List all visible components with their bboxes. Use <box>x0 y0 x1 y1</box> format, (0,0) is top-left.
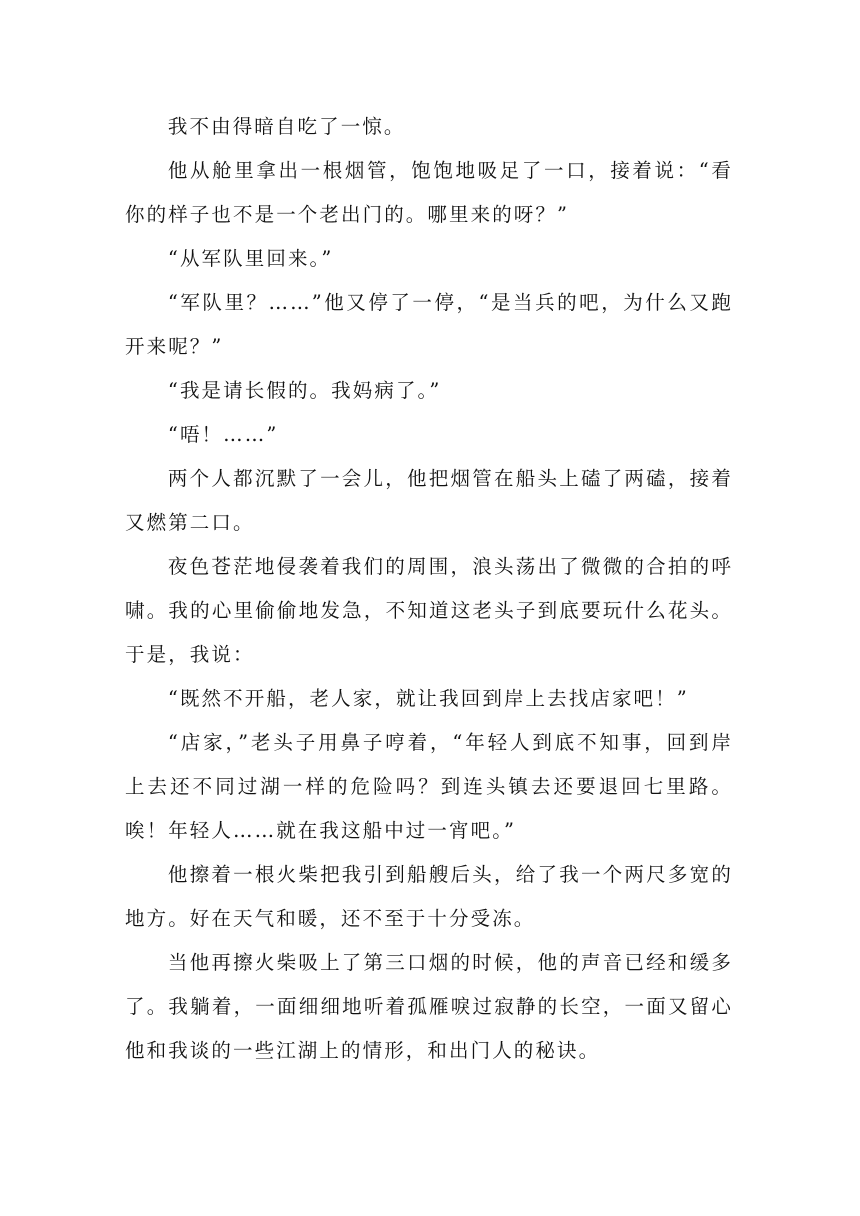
paragraph-5: “我是请长假的。我妈病了。” <box>167 379 442 402</box>
paragraph-7: 两个人都沉默了一会儿，他把烟管在船头上磕了两磕，接着又燃第二口。 <box>125 467 733 534</box>
paragraph-11: 他擦着一根火柴把我引到船艘后头，给了我一个两尺多宽的地方。好在天气和暖，还不至于十分受冻。 <box>125 863 733 930</box>
paragraph-12: 当他再擦火柴吸上了第三口烟的时候，他的声音已经和缓多了。我躺着，一面细细地听着孤雁唳过寂静的长空，一面又留心他和我谈的一些江湖上的情形，和出门人的秘诀。 <box>125 951 733 1062</box>
paragraph-3: “从军队里回来。” <box>167 247 334 270</box>
paragraph-9: “既然不开船，老人家，就让我回到岸上去找店家吧！” <box>167 687 689 710</box>
paragraph-1: 我不由得暗自吃了一惊。 <box>167 115 406 138</box>
paragraph-2: 他从舱里拿出一根烟管，饱饱地吸足了一口，接着说：“看你的样子也不是一个老出门的。哪里来的呀？” <box>125 159 733 226</box>
paragraph-8: 夜色苍茫地侵袭着我们的周围，浪头荡出了微微的合拍的呼啸。我的心里偷偷地发急，不知道这老头子到底要玩什么花头。于是，我说： <box>125 555 733 666</box>
paragraph-6: “唔！……” <box>167 423 279 446</box>
paragraph-10: “店家，”老头子用鼻子哼着，“年轻人到底不知事，回到岸上去还不同过湖一样的危险吗？到连头镇去还要退回七里路。唉！年轻人……就在我这船中过一宵吧。” <box>125 731 733 842</box>
paragraph-4: “军队里？……”他又停了一停，“是当兵的吧，为什么又跑开来呢？” <box>125 291 733 358</box>
body-text <box>125 105 733 1073</box>
